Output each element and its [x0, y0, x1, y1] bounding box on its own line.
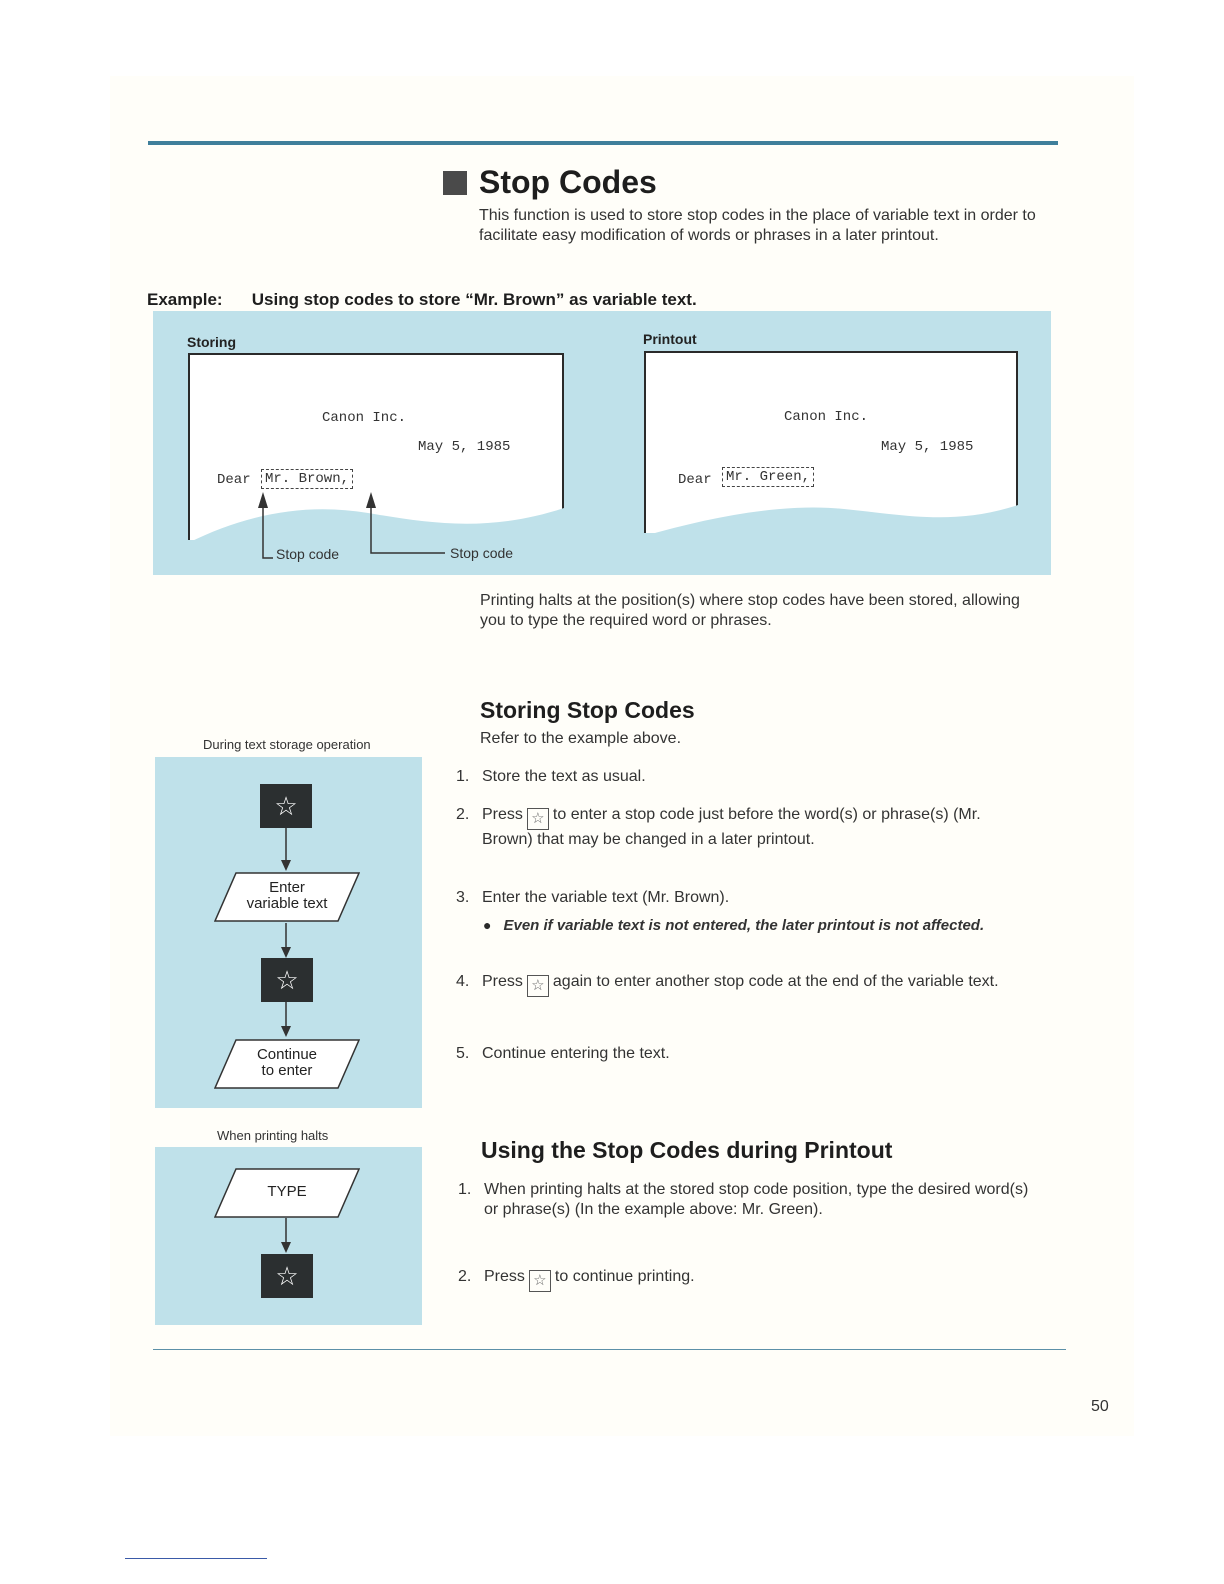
storing-bullet-note: ● Even if variable text is not entered, the later printout is not affected.	[483, 917, 985, 934]
print-flow-caption: When printing halts	[217, 1128, 329, 1143]
star-key-icon: ☆	[529, 1270, 551, 1292]
printout-dear: Dear	[678, 472, 712, 488]
storing-variable-text: Mr. Brown,	[261, 469, 353, 489]
storing-heading: Storing	[187, 334, 236, 350]
star-key-icon: ☆	[261, 958, 313, 1002]
example-text: Using stop codes to store “Mr. Brown” as variable text.	[251, 290, 697, 309]
bottom-rule	[153, 1349, 1066, 1350]
printout-heading: Printout	[643, 331, 697, 347]
storing-section-heading: Storing Stop Codes	[480, 697, 695, 723]
example-illustration	[153, 311, 1051, 575]
paper-wave	[644, 481, 1018, 551]
top-rule	[148, 141, 1058, 145]
stop-code-label-left: Stop code	[276, 546, 340, 562]
printout-paper	[644, 351, 1018, 533]
storing-date: May 5, 1985	[418, 439, 511, 455]
star-key-icon: ☆	[527, 975, 549, 997]
storing-dear: Dear	[217, 472, 251, 488]
continue-to-enter-step: Continue to enter	[214, 1039, 344, 1087]
page-title	[443, 164, 657, 201]
storing-section-subtitle: Refer to the example above.	[480, 730, 682, 747]
stop-code-label-right: Stop code	[450, 545, 514, 561]
star-key-icon: ☆	[527, 808, 549, 830]
printout-step-1: 1. When printing halts at the stored stop code position, type the desired word(s) or phrase(s) (In the example above: Mr. Green).	[458, 1181, 1029, 1218]
flow-arrows	[155, 1147, 422, 1325]
title-text: Stop Codes	[479, 164, 657, 200]
printout-date: May 5, 1985	[881, 439, 974, 455]
print-flowchart	[155, 1147, 422, 1325]
star-key-icon: ☆	[261, 1254, 313, 1298]
storing-step-2: 2. Press ☆ to enter a stop code just before the word(s) or phrase(s) (Mr. Brown) that may be changed in a later printout.	[456, 806, 981, 848]
enter-variable-text-step: Enter variable text	[214, 872, 344, 920]
star-key-icon: ☆	[260, 784, 312, 828]
type-step: TYPE	[214, 1168, 344, 1216]
example-heading	[147, 290, 697, 310]
example-label: Example:	[147, 290, 223, 309]
page-number: 50	[1091, 1398, 1109, 1415]
storage-flow-caption: During text storage operation	[203, 737, 371, 752]
intro-paragraph: This function is used to store stop codes in the place of variable text in order to facilitate easy modification of words or phrases in a later printout.	[479, 207, 1036, 244]
bullet-dot-icon: ●	[483, 917, 492, 933]
footer-rule	[125, 1558, 267, 1559]
storing-company: Canon Inc.	[322, 410, 407, 426]
printout-section-heading: Using the Stop Codes during Printout	[481, 1137, 893, 1163]
printout-company: Canon Inc.	[784, 409, 869, 425]
storage-flowchart	[155, 757, 422, 1108]
bullet-square-icon	[443, 171, 467, 195]
printout-variable-text: Mr. Green,	[722, 467, 814, 487]
storing-step-4: 4. Press ☆ again to enter another stop code at the end of the variable text.	[456, 972, 1046, 1012]
halts-note: Printing halts at the position(s) where stop codes have been stored, allowing you to type the required word or phrases.	[480, 592, 1020, 629]
